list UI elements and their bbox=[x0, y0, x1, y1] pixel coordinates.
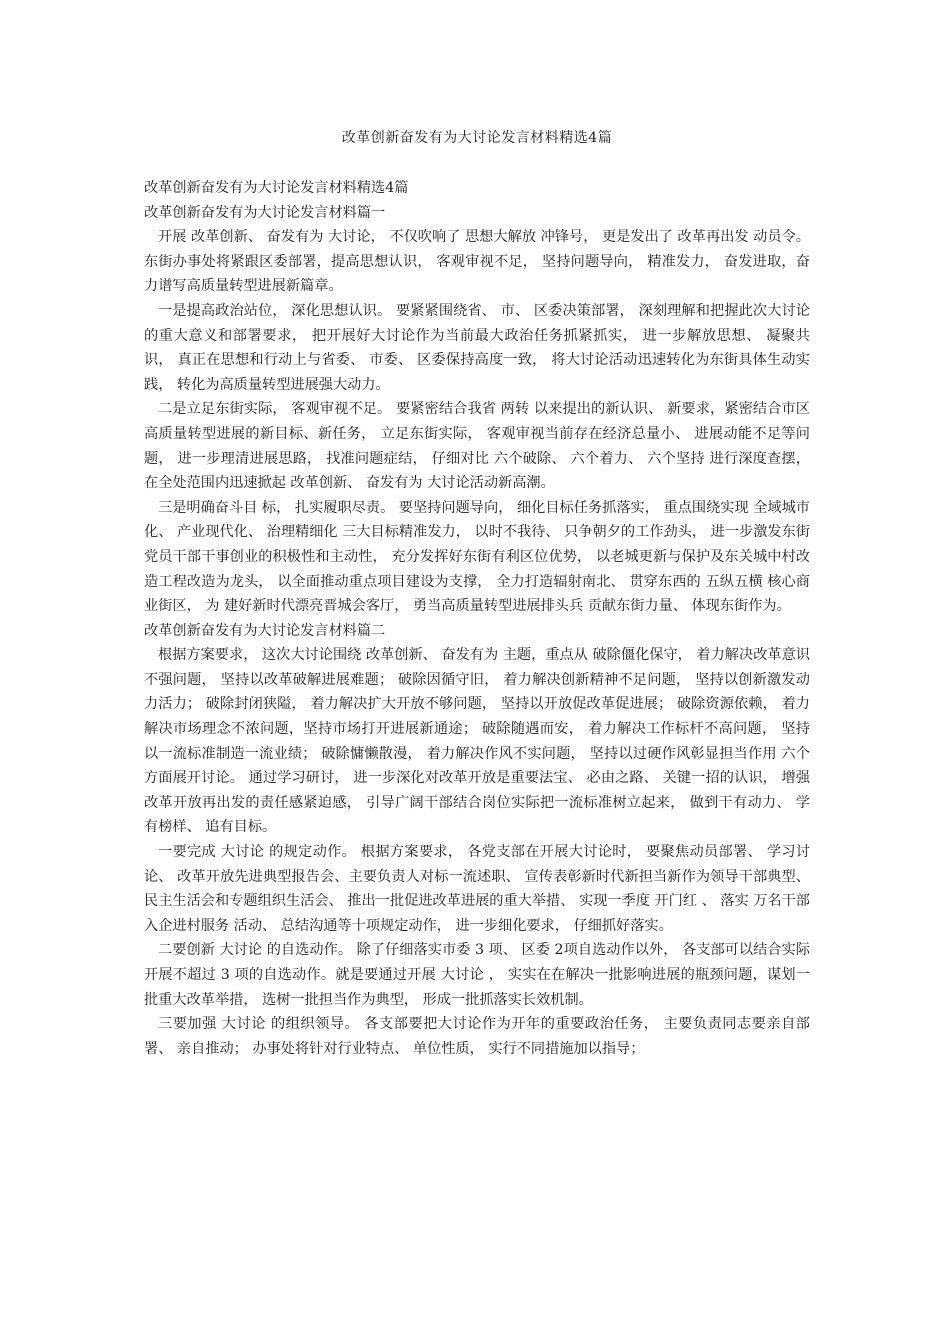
paragraph: 一是提高政治站位， 深化思想认识。 要紧紧围绕省、 市、 区委决策部署， 深刻理解和把握此次大讨论的重大意义和部署要求， 把开展好大讨论作为当前最大政治任务抓紧抓实， 进一步解放思想、 凝聚共识， 真正在思想和行动上与省委、 市委、 区委保持高度一致， 将大讨论活动迅速转化为东街具体生动实践， 转化为高质量转型进展强大动力。 bbox=[144, 302, 810, 393]
document-title: 改革创新奋发有为大讨论发言材料精选4篇 bbox=[341, 130, 613, 146]
document-body bbox=[144, 176, 810, 1061]
paragraph: 二是立足东街实际， 客观审视不足。 要紧密结合我省 两转 以来提出的新认识、 新要求，紧密结合市区高质量转型进展的新目标、新任务， 立足东街实际， 客观审视当前存在经济总量小、 进展动能不足等问题， 进一步理清进展思路， 找准问题症结， 仔细对比 六个破除、 六个着力、 六个坚持 进行深度查摆， 在全处范围内迅速掀起 改革创新、 奋发有为 大讨论活动新高潮。 bbox=[144, 401, 810, 492]
paragraph: 三要加强 大讨论 的组织领导。 各支部要把大讨论作为开年的重要政治任务， 主要负责同志要亲自部署、 亲自推动； 办事处将针对行业特点、 单位性质， 实行不同措施加以指导； bbox=[144, 1016, 810, 1057]
paragraph: 根据方案要求， 这次大讨论围绕 改革创新、 奋发有为 主题，重点从 破除僵化保守， 着力解决改革意识不强问题， 坚持以改革破解进展难题； 破除因循守旧， 着力解决创新精神不足问题， 坚持以创新激发动力活力； 破除封闭狭隘， 着力解决扩大开放不够问题， 坚持以开放促改革促进展； 破除资源依赖， 着力解决市场理念不浓问题，坚持市场打开进展新通途； 破除随遇而安， 着力解决工作标杆不高问题， 坚持以一流标准制造一流业绩； 破除慵懒散漫， 着力解决作风不实问题， 坚持以过硬作风彰显担当作用 六个方面展开讨论。 通过学习研讨， 进一步深化对改革开放是重要法宝、 必由之路、 关键一招的认识， 增强改革开放再出发的责任感紧迫感， 引导广阔干部结合岗位实际把一流标准树立起来， 做到干有动力、 学有榜样、 追有目标。 bbox=[144, 647, 810, 836]
section-heading: 改革创新奋发有为大讨论发言材料篇一 bbox=[144, 204, 386, 221]
paragraph: 二要创新 大讨论 的自选动作。 除了仔细落实市委 3 项、 区委 2项自选动作以外， 各支部可以结合实际开展不超过 3 项的自选动作。就是要通过开展 大讨论 ， 实实在在解决一批影响进展的瓶颈问题，谋划一批重大改革举措， 选树一批担当作为典型， 形成一批抓落实长效机制。 bbox=[144, 942, 810, 1008]
paragraph: 开展 改革创新、 奋发有为 大讨论， 不仅吹响了 思想大解放 冲锋号， 更是发出了 改革再出发 动员令。 东街办事处将紧跟区委部署，提高思想认识， 客观审视不足， 坚持问题导向， 精准发力， 奋发进取，奋力谱写高质量转型进展新篇章。 bbox=[144, 229, 810, 295]
document-subtitle: 改革创新奋发有为大讨论发言材料精选4篇 bbox=[144, 180, 409, 196]
paragraph: 一要完成 大讨论 的规定动作。 根据方案要求， 各党支部在开展大讨论时， 要聚焦动员部署、 学习讨论、 改革开放先进典型报告会、主要负责人对标一流述职、 宣传表彰新时代新担当新作为领导干部典型、 民主生活会和专题组织生活会、 推出一批促进改革进展的重大举措、 实现一季度 开门红 、 落实 万名干部入企进村服务 活动、 总结沟通等十项规定动作， 进一步细化要求， 仔细抓好落实。 bbox=[144, 844, 810, 934]
paragraph: 三是明确奋斗目 标， 扎实履职尽责。 要坚持问题导向， 细化目标任务抓落实， 重点围绕实现 全域城市化、 产业现代化、 治理精细化 三大目标精准发力， 以时不我待、 只争朝夕的工作劲头， 进一步激发东街党员干部干事创业的积极性和主动性， 充分发挥好东街有利区位优势， 以老城更新与保护及东关城中村改造工程改造为龙头， 以全面推动重点项目建设为支撑， 全力打造辐射南北、 贯穿东西的 五纵五横 核心商业街区， 为 建好新时代漂亮晋城会客厅， 勇当高质量转型进展排头兵 贡献东街力量、 体现东街作为。 bbox=[144, 499, 810, 615]
section-heading: 改革创新奋发有为大讨论发言材料篇二 bbox=[144, 622, 386, 639]
